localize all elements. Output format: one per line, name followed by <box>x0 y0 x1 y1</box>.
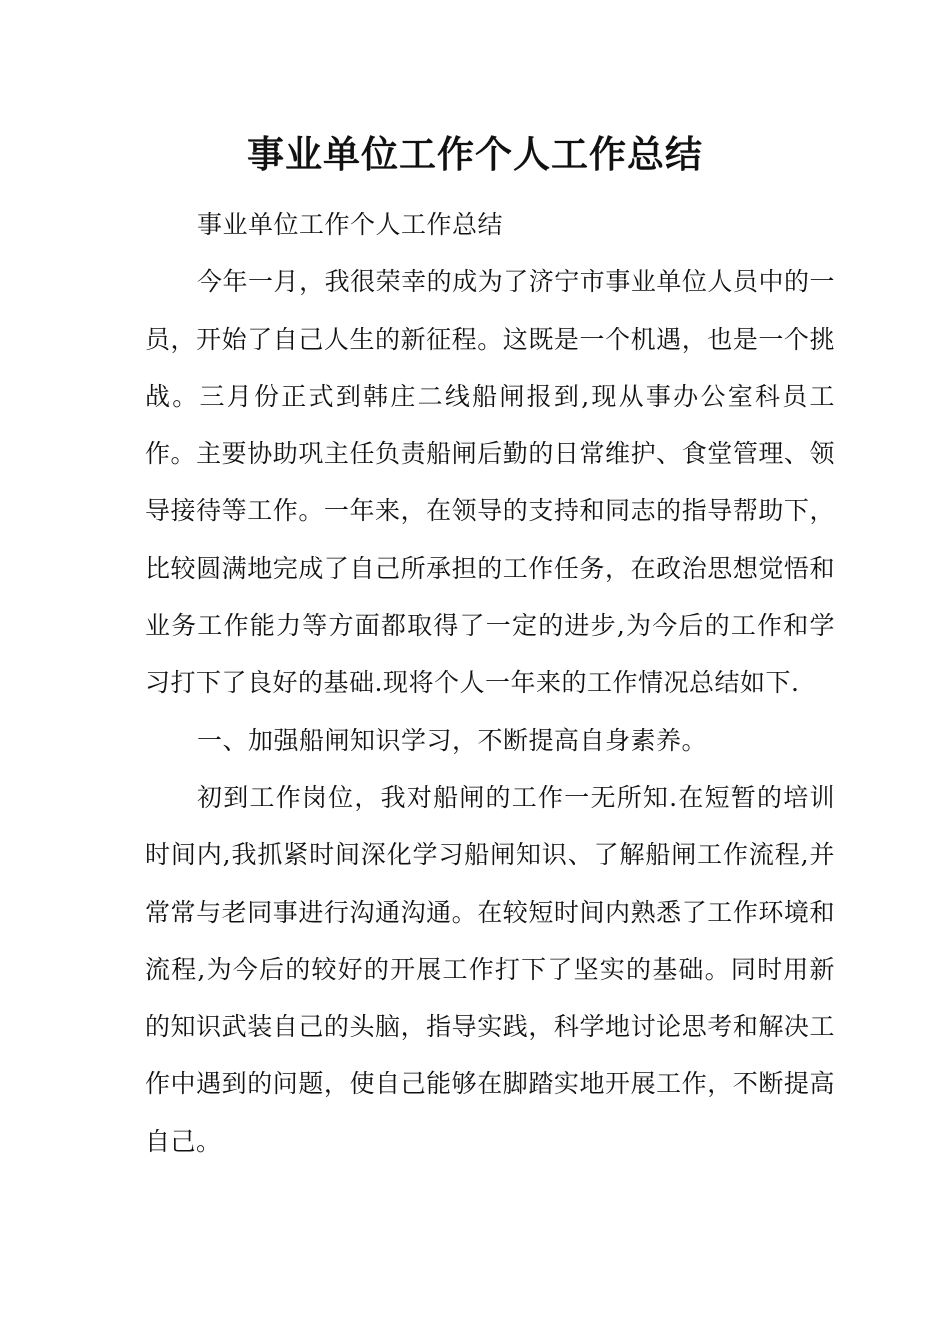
document-title: 事业单位工作个人工作总结 <box>247 132 703 176</box>
intro-paragraph: 今年一月，我很荣幸的成为了济宁市事业单位人员中的一员，开始了自己人生的新征程。这既是一个机遇，也是一个挑战。三月份正式到韩庄二线船闸报到,现从事办公室科员工作。主要协助巩主任负责船闸后勤的日常维护、食堂管理、领导接待等工作。一年来，在领导的支持和同志的指导帮助下，比较圆满地完成了自己所承担的工作任务，在政治思想觉悟和业务工作能力等方面都取得了一定的进步,为今后的工作和学习打下了良好的基础.现将个人一年来的工作情况总结如下. <box>145 267 835 698</box>
section-paragraph: 初到工作岗位，我对船闸的工作一无所知.在短暂的培训时间内,我抓紧时间深化学习船闸知识、了解船闸工作流程,并常常与老同事进行沟通沟通。在较短时间内熟悉了工作环境和流程,为今后的较好的开展工作打下了坚实的基础。同时用新的知识武装自己的头脑，指导实践，科学地讨论思考和解决工作中遇到的问题，使自己能够在脚踏实地开展工作，不断提高自己。 <box>145 782 835 1156</box>
document-body <box>145 196 835 1170</box>
subtitle-paragraph: 事业单位工作个人工作总结 <box>197 210 504 239</box>
section-heading: 一、加强船闸知识学习，不断提高自身素养。 <box>197 725 708 755</box>
